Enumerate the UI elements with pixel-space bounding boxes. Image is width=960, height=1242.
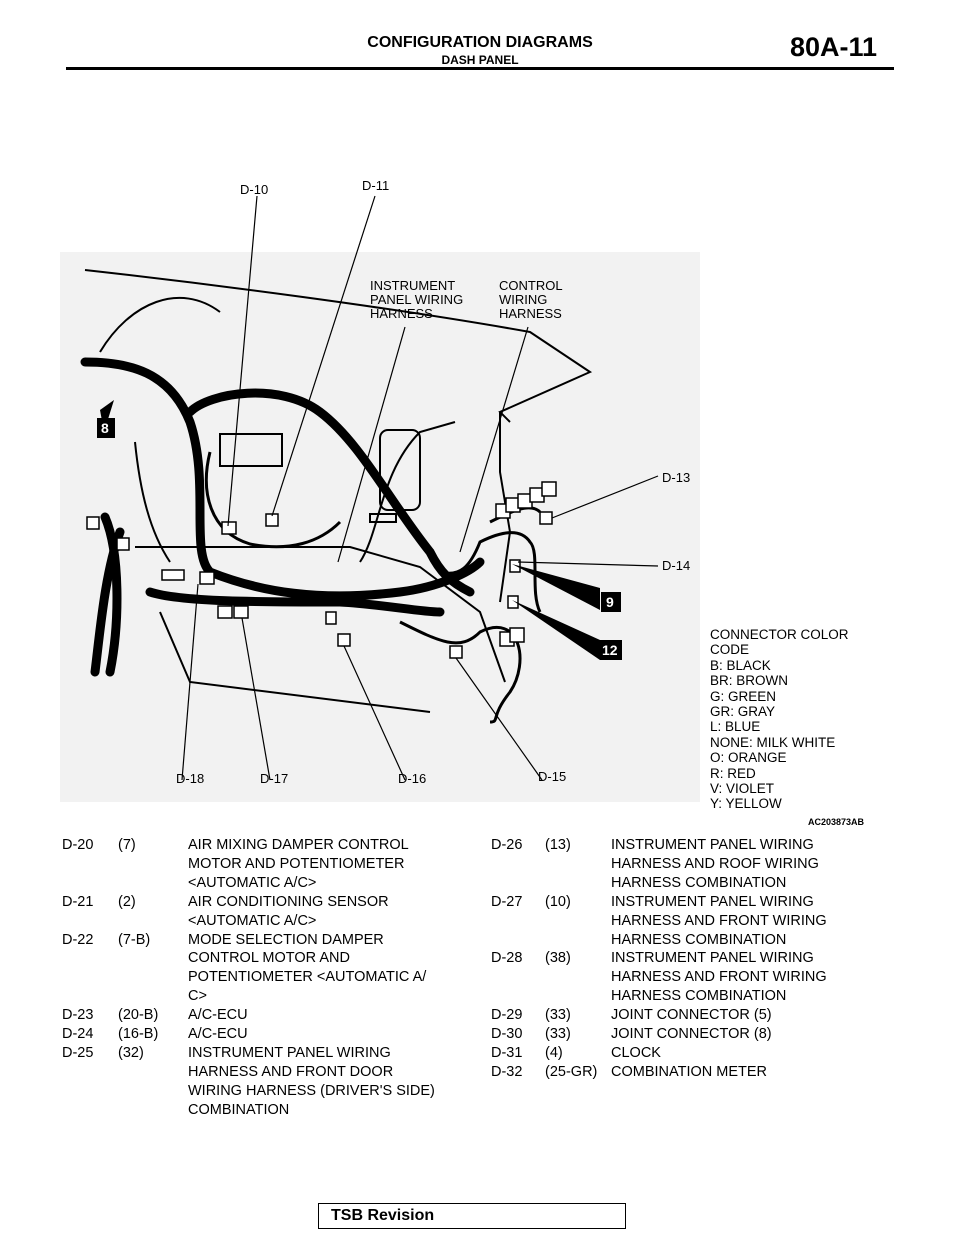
connector-description: HARNESS AND FRONT WIRING — [611, 912, 827, 929]
connector-id: D-22 — [62, 931, 94, 948]
connector-row — [62, 1025, 458, 1044]
tsb-revision-box: TSB Revision — [318, 1203, 626, 1229]
connector-color-code — [710, 627, 849, 812]
connector-pins: (33) — [545, 1026, 571, 1043]
connector-description: HARNESS COMBINATION — [611, 874, 787, 891]
connector-description: INSTRUMENT PANEL WIRING — [611, 837, 814, 853]
connector-row — [491, 855, 851, 874]
instrument-label-line: INSTRUMENT — [370, 278, 456, 293]
connector-id: D-31 — [491, 1044, 523, 1061]
callout-d10: D-10 — [240, 182, 269, 197]
page-number: 80A-11 — [790, 32, 878, 62]
connector-id: D-28 — [491, 950, 523, 967]
connector-row — [62, 836, 458, 855]
color-code-entry: GR: GRAY — [710, 704, 776, 720]
connector-description: AIR CONDITIONING SENSOR — [188, 893, 389, 910]
connector-description: <AUTOMATIC A/C> — [188, 874, 317, 891]
connector-id: D-23 — [62, 1007, 94, 1024]
connector-pins: (38) — [545, 950, 571, 967]
connector-pins: (10) — [545, 893, 571, 910]
connector-description: CLOCK — [611, 1044, 661, 1061]
connector-id: D-21 — [62, 893, 94, 910]
connector-pins: (7) — [118, 837, 136, 853]
callout-d15: D-15 — [538, 769, 567, 784]
connector-description: POTENTIOMETER <AUTOMATIC A/ — [188, 969, 427, 986]
connector-description: JOINT CONNECTOR (5) — [611, 1007, 772, 1024]
connector-row — [62, 1063, 458, 1082]
connector-description: HARNESS AND ROOF WIRING — [611, 855, 819, 872]
connector-pins: (20-B) — [118, 1007, 159, 1024]
connector-description: HARNESS AND FRONT WIRING — [611, 969, 827, 986]
connector-pins: (25-GR) — [545, 1063, 598, 1080]
color-code-entry: BR: BROWN — [710, 673, 789, 689]
connector-description: A/C-ECU — [188, 1026, 248, 1043]
badge-9-label: 9 — [606, 594, 614, 610]
connector-description: COMBINATION METER — [611, 1063, 768, 1080]
callout-d13: D-13 — [662, 470, 691, 485]
color-code-entry: B: BLACK — [710, 657, 771, 673]
connector-pins: (7-B) — [118, 931, 151, 948]
callout-d14: D-14 — [662, 558, 691, 573]
badge-12-label: 12 — [602, 642, 618, 658]
connector-row — [491, 836, 851, 855]
instrument-label-line: HARNESS — [370, 306, 433, 321]
connector-id: D-24 — [62, 1026, 94, 1043]
badge-8-label: 8 — [101, 420, 109, 436]
connector-row — [62, 893, 458, 912]
connector-id: D-27 — [491, 893, 523, 910]
connector-row — [491, 949, 851, 968]
connector-row — [62, 912, 458, 931]
color-code-entry: NONE: MILK WHITE — [710, 734, 836, 750]
badge-12 — [600, 640, 622, 660]
control-label-line: CONTROL — [499, 278, 563, 293]
connector-row — [62, 1082, 458, 1101]
connector-pins: (4) — [545, 1044, 563, 1061]
connector-id: D-26 — [491, 837, 523, 853]
connector-row — [62, 987, 458, 1006]
connector-id: D-32 — [491, 1063, 523, 1080]
diagram-background — [60, 252, 700, 802]
connector-id: D-29 — [491, 1007, 523, 1024]
callout-d16: D-16 — [398, 771, 427, 786]
control-label-line: HARNESS — [499, 306, 562, 321]
connector-description: INSTRUMENT PANEL WIRING — [611, 950, 814, 967]
badge-8 — [97, 418, 115, 438]
connector-description: HARNESS AND FRONT DOOR — [188, 1063, 394, 1080]
connector-description: JOINT CONNECTOR (8) — [611, 1026, 772, 1043]
color-code-entry: G: GREEN — [710, 688, 777, 704]
color-code-entry: V: VIOLET — [710, 781, 775, 797]
color-code-entry: O: ORANGE — [710, 750, 787, 766]
color-code-title: CONNECTOR COLOR — [710, 627, 849, 642]
connector-row — [491, 968, 851, 987]
connector-row — [62, 874, 458, 893]
connector-row — [62, 1006, 458, 1025]
connector-description: INSTRUMENT PANEL WIRING — [188, 1044, 391, 1061]
connector-pins: (13) — [545, 837, 571, 853]
callout-d18: D-18 — [176, 771, 205, 786]
connector-description: COMBINATION — [188, 1101, 290, 1118]
connector-description: CONTROL MOTOR AND — [188, 950, 350, 967]
connector-row — [491, 912, 851, 931]
callout-d17: D-17 — [260, 771, 289, 786]
connector-row — [491, 1044, 851, 1063]
color-code-title: CODE — [710, 642, 750, 658]
connector-row — [491, 1063, 851, 1082]
connector-id: D-30 — [491, 1026, 523, 1043]
header-rule — [66, 67, 894, 70]
connector-description: <AUTOMATIC A/C> — [188, 912, 317, 929]
badge-9 — [601, 592, 621, 612]
connector-description: MODE SELECTION DAMPER — [188, 931, 384, 948]
connector-row — [62, 949, 458, 968]
connector-list-left — [62, 836, 458, 1120]
connector-description: HARNESS COMBINATION — [611, 931, 787, 948]
section-subtitle: DASH PANEL — [441, 53, 519, 67]
connector-row — [491, 893, 851, 912]
connector-description: WIRING HARNESS (DRIVER'S SIDE) — [188, 1082, 435, 1099]
connector-pins: (33) — [545, 1007, 571, 1024]
connector-row — [491, 1006, 851, 1025]
connector-pins: (32) — [118, 1044, 144, 1061]
connector-description: MOTOR AND POTENTIOMETER — [188, 855, 405, 872]
connector-description: A/C-ECU — [188, 1007, 248, 1024]
connector-id: D-20 — [62, 837, 94, 853]
connector-list-right — [491, 836, 851, 1082]
connector-row — [491, 1025, 851, 1044]
connector-row — [62, 855, 458, 874]
figure-id: AC203873AB — [808, 817, 865, 827]
color-code-entry: L: BLUE — [710, 719, 761, 735]
connector-description: C> — [188, 988, 207, 1005]
instrument-label-line: PANEL WIRING — [370, 292, 464, 307]
connector-row — [62, 968, 458, 987]
connector-row — [491, 874, 851, 893]
color-code-entry: Y: YELLOW — [710, 796, 782, 812]
control-label-line: WIRING — [499, 292, 548, 307]
connector-description: HARNESS COMBINATION — [611, 988, 787, 1005]
connector-pins: (16-B) — [118, 1026, 159, 1043]
connector-description: AIR MIXING DAMPER CONTROL — [188, 837, 409, 853]
connector-pins: (2) — [118, 893, 136, 910]
callout-d11: D-11 — [362, 178, 390, 193]
connector-row — [62, 1101, 458, 1120]
connector-row — [491, 987, 851, 1006]
section-title: CONFIGURATION DIAGRAMS — [367, 34, 593, 51]
connector-id: D-25 — [62, 1044, 94, 1061]
connector-description: INSTRUMENT PANEL WIRING — [611, 893, 814, 910]
connector-row — [62, 1044, 458, 1063]
color-code-entry: R: RED — [710, 765, 756, 781]
connector-row — [491, 931, 851, 950]
connector-row — [62, 931, 458, 950]
